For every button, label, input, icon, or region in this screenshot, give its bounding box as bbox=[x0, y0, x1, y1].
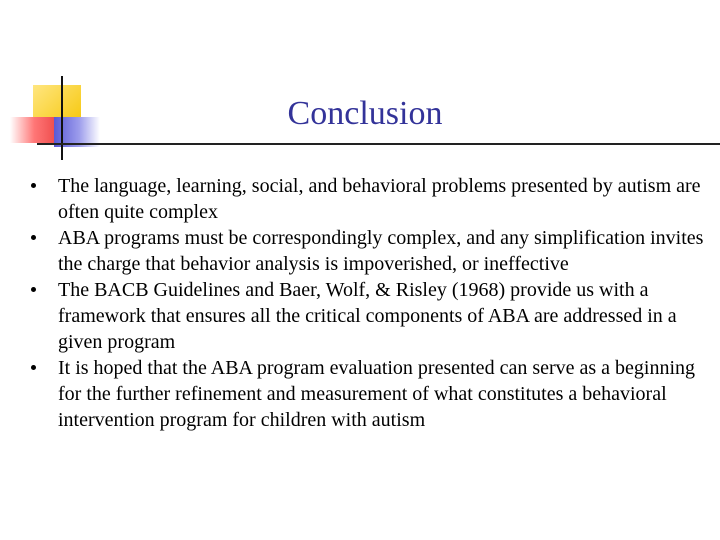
bullet-icon bbox=[31, 287, 36, 292]
slide-title: Conclusion bbox=[287, 95, 443, 132]
bullet-text: It is hoped that the ABA program evaluation presented can serve as a beginning for the further refinement and measurement of what constitutes a behavioral intervention program for children with autism bbox=[58, 357, 696, 431]
bullet-text: ABA programs must be correspondingly complex, and any simplification invites the charge that behavior analysis is impoverished, or ineffective bbox=[58, 227, 704, 275]
bullet-icon bbox=[31, 183, 36, 188]
bullet-icon bbox=[31, 365, 36, 370]
bullet-item bbox=[0, 277, 710, 355]
bullet-item bbox=[0, 173, 710, 225]
decorative-red-square bbox=[10, 117, 54, 143]
bullet-icon bbox=[31, 235, 36, 240]
decorative-vertical-line bbox=[61, 76, 63, 160]
bullet-text: The BACB Guidelines and Baer, Wolf, & Risley (1968) provide us with a framework that ensures all the critical components of ABA are addressed in a given program bbox=[58, 279, 677, 353]
bullet-item bbox=[0, 355, 710, 433]
bullet-list bbox=[0, 173, 720, 433]
bullet-item bbox=[0, 225, 710, 277]
decorative-horizontal-line bbox=[37, 143, 720, 145]
bullet-text: The language, learning, social, and behavioral problems presented by autism are often quite complex bbox=[58, 175, 701, 223]
